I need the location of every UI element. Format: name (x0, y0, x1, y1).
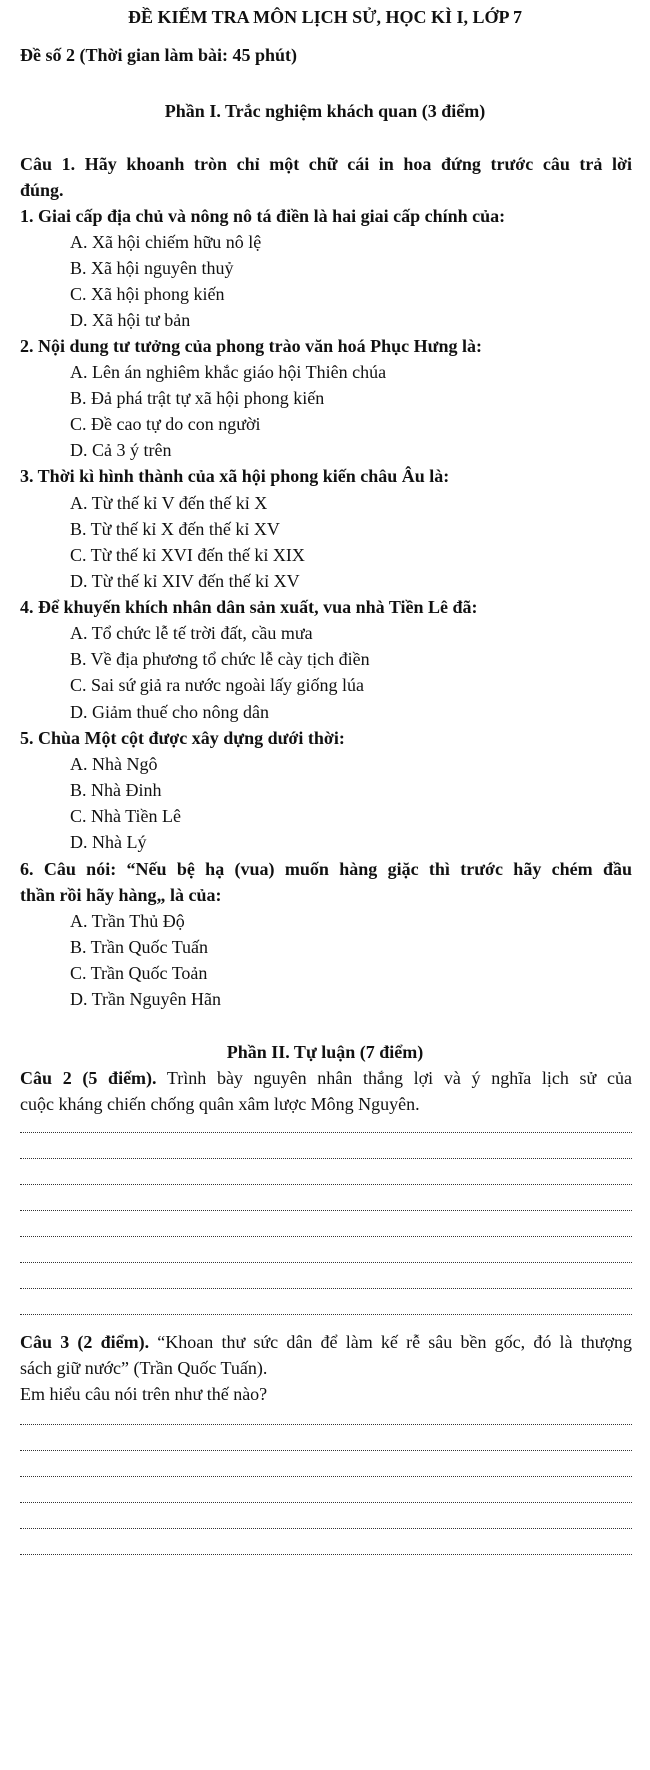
answer-line (20, 1528, 632, 1529)
question-4-option-b: B. Về địa phương tổ chức lễ cày tịch điền (70, 649, 370, 669)
answer-line (20, 1132, 632, 1133)
question-4-option-c: C. Sai sứ giả ra nước ngoài lấy giống lúa (70, 675, 364, 695)
essay-question-2-line-1: Câu 2 (5 điểm). Trình bày nguyên nhân thắng lợi và ý nghĩa lịch sử của (20, 1068, 632, 1088)
question-2-option-c: C. Đề cao tự do con người (70, 414, 261, 434)
question-2-text: 2. Nội dung tư tưởng của phong trào văn hoá Phục Hưng là: (20, 336, 482, 356)
question-2-option-a: A. Lên án nghiêm khắc giáo hội Thiên chúa (70, 362, 387, 382)
question-2-option-d: D. Cả 3 ý trên (70, 440, 172, 460)
question-3-option-c: C. Từ thế kỉ XVI đến thế kỉ XIX (70, 545, 305, 565)
answer-line (20, 1424, 632, 1425)
instruction-line-2: đúng. (20, 180, 64, 200)
essay-question-3-line-2: sách giữ nước” (Trần Quốc Tuấn). (20, 1358, 268, 1378)
answer-line (20, 1288, 632, 1289)
question-1-text: 1. Giai cấp địa chủ và nông nô tá điền là hai giai cấp chính của: (20, 206, 506, 226)
question-5-option-d: D. Nhà Lý (70, 832, 147, 852)
question-1-option-a: A. Xã hội chiếm hữu nô lệ (70, 232, 262, 252)
essay-question-3-label: Câu 3 (2 điểm). (20, 1332, 150, 1352)
instruction-line-1: Câu 1. Hãy khoanh tròn chỉ một chữ cái in hoa đứng trước câu trả lời (20, 154, 632, 174)
answer-line (20, 1450, 632, 1451)
essay-question-2-line-2: cuộc kháng chiến chống quân xâm lược Mông Nguyên. (20, 1094, 420, 1114)
exam-subtitle: Đề số 2 (Thời gian làm bài: 45 phút) (20, 45, 298, 65)
answer-line (20, 1158, 632, 1159)
answer-line (20, 1476, 632, 1477)
answer-line (20, 1314, 632, 1315)
question-5-option-a: A. Nhà Ngô (70, 754, 158, 774)
question-1-option-b: B. Xã hội nguyên thuỷ (70, 258, 234, 278)
question-3-text: 3. Thời kì hình thành của xã hội phong kiến châu Âu là: (20, 466, 450, 486)
question-6-option-c: C. Trần Quốc Toản (70, 963, 208, 983)
question-3-option-b: B. Từ thế kỉ X đến thế kỉ XV (70, 519, 280, 539)
question-1-option-d: D. Xã hội tư bản (70, 310, 191, 330)
question-4-option-d: D. Giảm thuế cho nông dân (70, 702, 269, 722)
question-1-option-c: C. Xã hội phong kiến (70, 284, 225, 304)
question-6-text-line-2: thần rồi hãy hàng„ là của: (20, 885, 222, 905)
question-6-text-line-1: 6. Câu nói: “Nếu bệ hạ (vua) muốn hàng giặc thì trước hãy chém đầu (20, 859, 632, 879)
answer-line (20, 1236, 632, 1237)
answer-line (20, 1184, 632, 1185)
essay-question-3-line-1: Câu 3 (2 điểm). “Khoan thư sức dân để làm kế rễ sâu bền gốc, đó là thượng (20, 1332, 632, 1352)
part2-heading: Phần II. Tự luận (7 điểm) (226, 1042, 424, 1062)
answer-line (20, 1262, 632, 1263)
question-4-text: 4. Để khuyến khích nhân dân sản xuất, vua nhà Tiền Lê đã: (20, 597, 478, 617)
exam-title: ĐỀ KIỂM TRA MÔN LỊCH SỬ, HỌC KÌ I, LỚP 7 (127, 7, 523, 27)
question-6-option-a: A. Trần Thủ Độ (70, 911, 185, 931)
essay-question-2-label: Câu 2 (5 điểm). (20, 1068, 157, 1088)
question-2-option-b: B. Đả phá trật tự xã hội phong kiến (70, 388, 325, 408)
question-3-option-d: D. Từ thế kỉ XIV đến thế kỉ XV (70, 571, 300, 591)
answer-line (20, 1502, 632, 1503)
question-5-option-b: B. Nhà Đinh (70, 780, 162, 800)
question-6-option-b: B. Trần Quốc Tuấn (70, 937, 209, 957)
answer-line (20, 1210, 632, 1211)
essay-question-3-line-3: Em hiểu câu nói trên như thế nào? (20, 1384, 268, 1404)
question-5-option-c: C. Nhà Tiền Lê (70, 806, 182, 826)
question-3-option-a: A. Từ thế kỉ V đến thế kỉ X (70, 493, 268, 513)
part1-heading: Phần I. Trắc nghiệm khách quan (3 điểm) (164, 101, 486, 121)
question-4-option-a: A. Tổ chức lễ tế trời đất, cầu mưa (70, 623, 313, 643)
answer-line (20, 1554, 632, 1555)
question-5-text: 5. Chùa Một cột được xây dựng dưới thời: (20, 728, 345, 748)
question-6-option-d: D. Trần Nguyên Hãn (70, 989, 221, 1009)
